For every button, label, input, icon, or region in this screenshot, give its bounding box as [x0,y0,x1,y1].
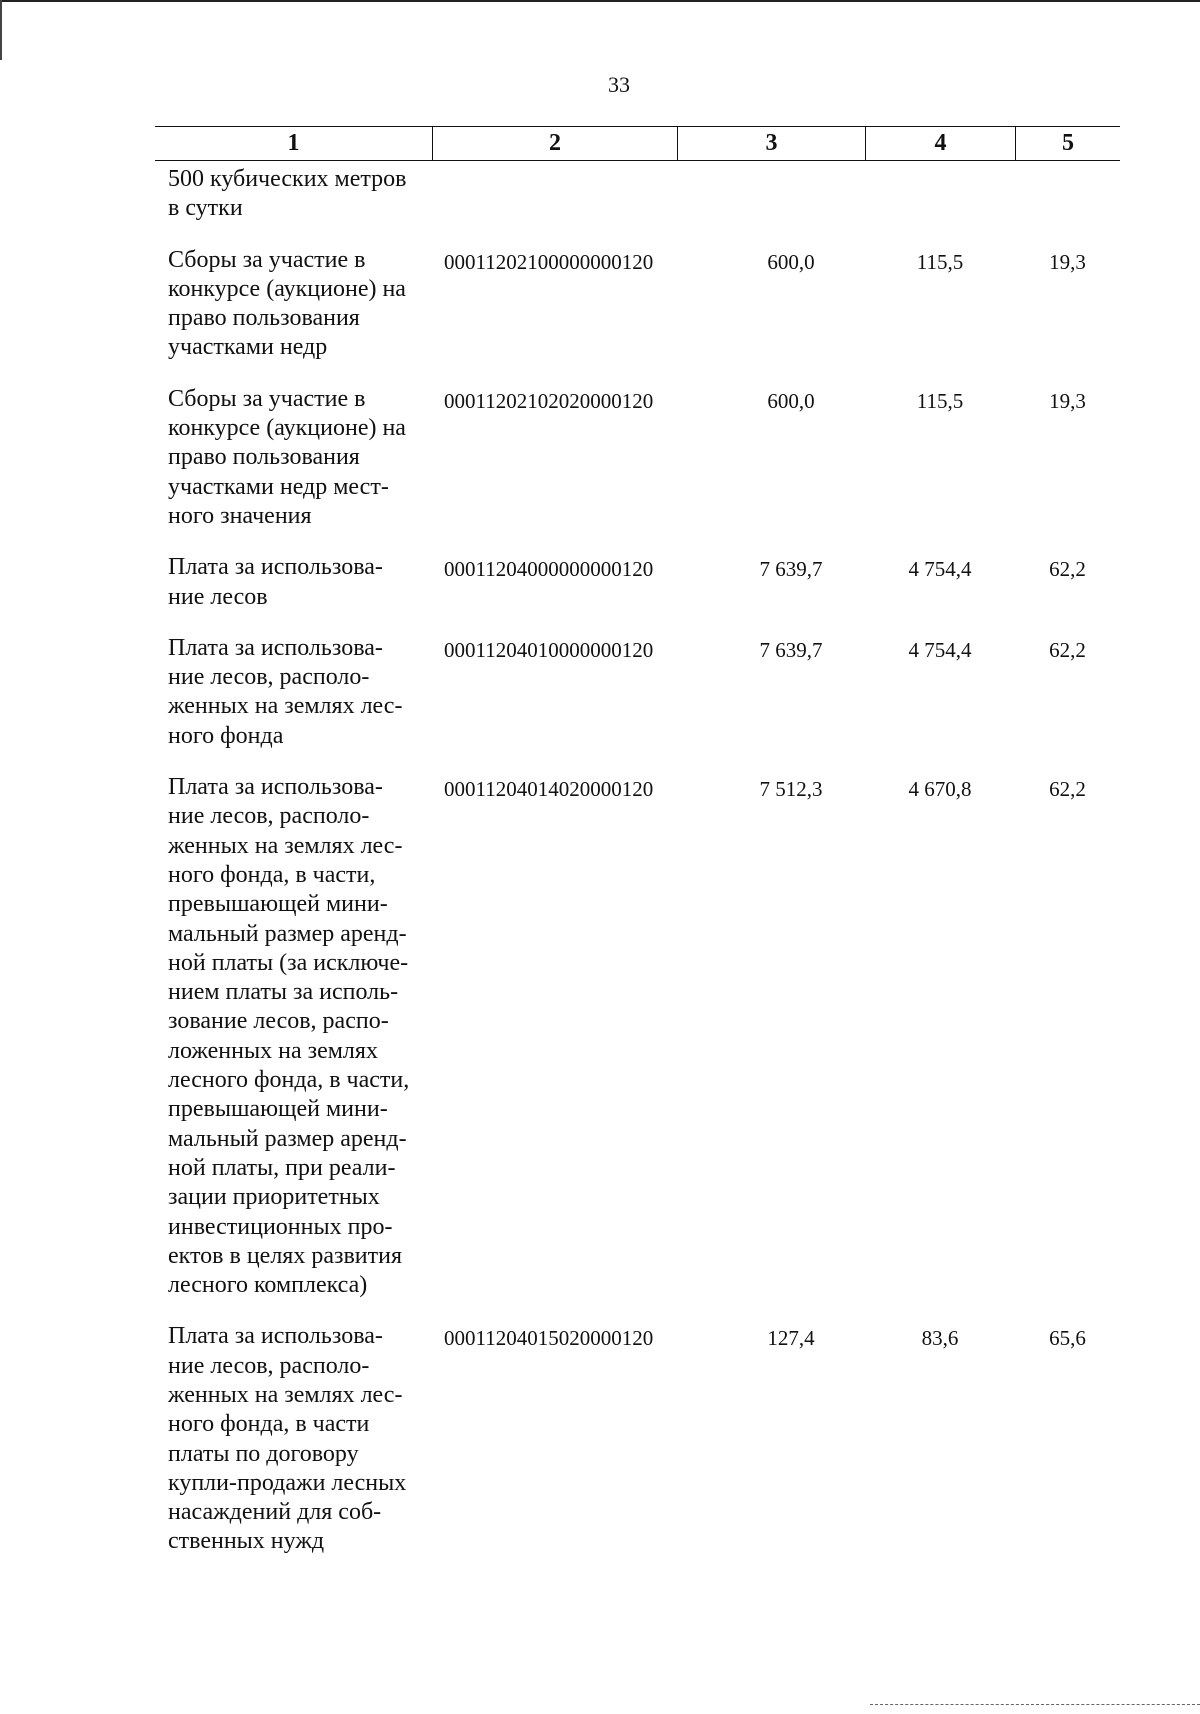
row-value-col3: 7 639,7 [759,557,823,582]
header-col-4: 4 [865,127,1015,160]
row-description [155,634,432,751]
row-description [155,1322,432,1556]
description-line: купли-продажи лесных [168,1469,407,1496]
table-body [155,165,1120,1557]
description-line: ного значения [168,502,312,529]
description-line: платы по договору [168,1440,359,1467]
table-row [155,385,1120,531]
description-line: ектов в целях развития [168,1242,403,1269]
header-col-2: 2 [432,127,677,160]
row-value-col5: 62,2 [1049,557,1086,582]
row-description [155,165,432,224]
row-value-col5: 19,3 [1049,388,1086,413]
scan-border-left [0,0,2,60]
row-description [155,246,432,363]
description-line: Плата за использова- [168,774,383,801]
description-line: 500 кубических метров [168,166,407,192]
row-value-col3: 600,0 [767,249,815,274]
description-line: нием платы за исполь- [168,979,399,1006]
row-value-col5: 19,3 [1049,249,1086,274]
description-line: женных на землях лес- [168,832,403,859]
row-code: 00011202100000000120 [444,249,654,274]
scan-artifact-rule [870,1704,1200,1706]
description-line: инвестиционных про- [168,1213,393,1240]
row-value-col3 [677,165,865,224]
row-value-col3: 7 512,3 [759,777,823,802]
row-value-col4: 115,5 [916,249,964,274]
description-line: ние лесов, располо- [168,1352,370,1379]
description-line: лесного комплекса) [168,1272,368,1299]
row-description [155,385,432,531]
description-line: ственных нужд [168,1528,325,1555]
row-code: 00011204000000000120 [444,557,654,582]
description-line: в сутки [168,195,243,222]
description-line: превышающей мини- [168,1096,388,1123]
table-header [155,126,1120,161]
description-line: ложенных на землях [168,1037,378,1064]
row-description [155,553,432,612]
row-description [155,773,432,1300]
row-value-col4: 4 670,8 [908,777,972,802]
description-line: мальный размер аренд- [168,1125,407,1152]
description-line: конкурсе (аукционе) на [168,415,406,442]
description-line: мальный размер аренд- [168,920,407,947]
description-line: насаждений для соб- [168,1499,382,1526]
row-code: 00011204014020000120 [444,777,654,802]
description-line: зации приоритетных [168,1184,380,1211]
row-value-col4 [865,165,1015,224]
row-value-col5: 62,2 [1049,637,1086,662]
table-row [155,1322,1120,1556]
description-line: ной платы, при реали- [168,1154,396,1181]
row-value-col3: 7 639,7 [759,637,823,662]
row-value-col4: 4 754,4 [908,637,972,662]
budget-table [155,126,1120,1557]
description-line: ного фонда [168,722,284,749]
row-code: 00011204015020000120 [444,1326,654,1351]
row-value-col3: 600,0 [767,388,815,413]
table-row [155,246,1120,363]
row-value-col3: 127,4 [767,1326,815,1351]
header-col-3: 3 [677,127,865,160]
description-line: Плата за использова- [168,554,383,581]
description-line: Сборы за участие в [168,385,366,412]
row-value-col5: 62,2 [1049,777,1086,802]
description-line: Сборы за участие в [168,246,366,273]
description-line: право пользования [168,444,360,471]
description-line: право пользования [168,305,360,332]
row-value-col4: 4 754,4 [908,557,972,582]
row-code: 00011204010000000120 [444,637,654,662]
table-row [155,634,1120,751]
row-code: 00011202102020000120 [444,388,654,413]
description-line: ние лесов, располо- [168,803,370,830]
description-line: Плата за использова- [168,634,383,661]
table-row [155,773,1120,1300]
row-code [432,165,677,224]
description-line: Плата за использова- [168,1323,383,1350]
row-value-col4: 83,6 [921,1326,959,1351]
description-line: ного фонда, в части [168,1411,370,1438]
description-line: зование лесов, распо- [168,1008,389,1035]
description-line: ние лесов, располо- [168,664,370,691]
description-line: женных на землях лес- [168,1381,403,1408]
scan-border-top [0,0,1200,2]
description-line: конкурсе (аукционе) на [168,275,406,302]
description-line: участками недр мест- [168,473,389,500]
description-line: лесного фонда, в части, [168,1067,410,1094]
description-line: ной платы (за исключе- [168,949,409,976]
page-number: 33 [608,72,630,97]
table-row [155,553,1120,612]
description-line: ного фонда, в части, [168,861,376,888]
row-value-col4: 115,5 [916,388,964,413]
description-line: женных на землях лес- [168,693,403,720]
row-value-col5 [1015,165,1120,224]
description-line: участками недр [168,334,328,361]
description-line: ние лесов [168,583,268,610]
row-value-col5: 65,6 [1049,1326,1086,1351]
header-col-5: 5 [1015,127,1120,160]
header-col-1: 1 [287,130,300,156]
table-row [155,165,1120,224]
description-line: превышающей мини- [168,891,388,918]
